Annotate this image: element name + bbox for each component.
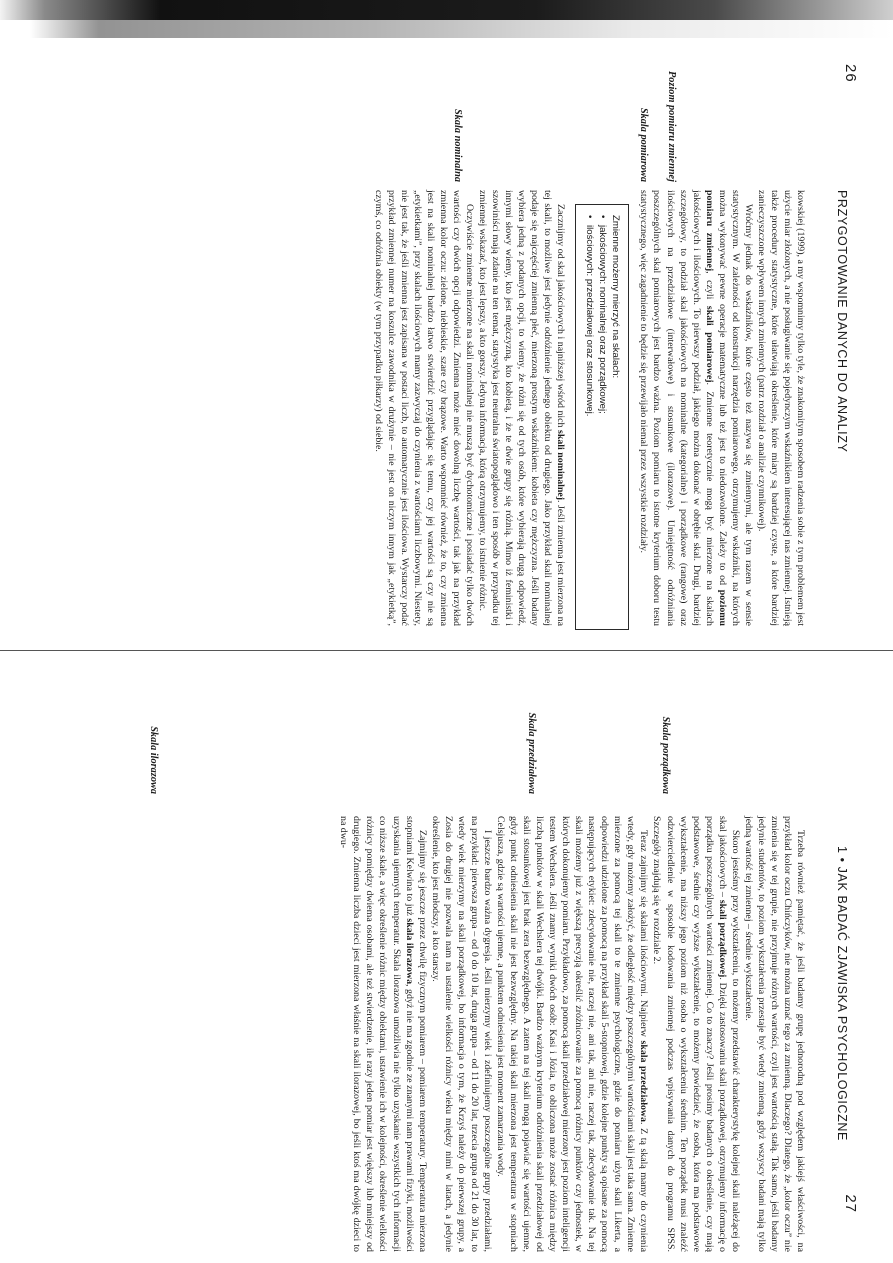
text-run: Zajmijmy się jeszcze przez chwilę fizycznym pomiarem – pomiarem temperatury. Temperatura mierzona stopniami Kelwina to już bbox=[403, 816, 428, 1252]
text-run: Teraz zajmijmy się skalami ilościowymi. Najpierw bbox=[638, 830, 650, 1041]
text-run: Wróćmy jednak do wskaźników, które często też nazywa się zmiennymi, ale tym razem w sensie statystycznym. W zależności od konstrukcji narzędzia pomiarowego, otrzymujemy wskaźniki, na których można wykonywać pewne operacje matematyczne lub też jest to niedozwolone. Zależy to od bbox=[716, 190, 754, 626]
sidenote-poziom-pomiaru: Poziom pomiaru zmiennej bbox=[666, 71, 677, 182]
sidenote-skala-ilorazowa: Skala ilorazowa bbox=[148, 726, 159, 794]
bold-term: skala przedziałowa bbox=[638, 1040, 650, 1122]
body-text bbox=[372, 190, 807, 626]
sidenote-skala-porzadkowa: Skala porządkowa bbox=[660, 716, 671, 794]
paragraph bbox=[494, 816, 651, 1252]
summary-box bbox=[575, 204, 629, 630]
paragraph bbox=[476, 190, 567, 626]
paragraph bbox=[755, 190, 807, 626]
text-run: Trzeba również pamiętać, że jeśli badamy grupę jednorodną pod względem jakiejś właściwości, na przykład kolor oczu Chińczyków, nie można uznać tego za zmienną. Dlaczego? Dlatego, że „kolor oczu” nie zmienia się w tej grupie, nie przyjmuje różnych wartości, czyli jest wartością stałą. Tak samo, jeśli badamy jedynie studentów, to poziom wykształcenia przestaje być wtedy zmienną, gdyż wszyscy badani mają tylko jedną wartość tej zmiennej – średnie wykształcenie. bbox=[742, 816, 806, 1252]
text-run: , gdyż nie ma zgodnie ze znanymi nam prawami fizyki, możliwości uzyskania ujemnych temperatur. Skala ilorazowa umożliwia nie tylko uzyskanie wszystkich tych informacji co niższe skale, a więc określenie różnic między obiektami, ustawienie ich w kolejności, określenie wielkości różnicy pomiędzy dwiema osobami, ale też stwierdzenie, ile razy jeden pomiar jest większy lub mniejszy od drugiego. Zmienna liczba dzieci jest mierzona właśnie na skali ilorazowej, bo jeśli ktoś ma dwójkę dzieci to na dwu- bbox=[338, 816, 415, 1252]
bold-term: poziomu pomiaru zmiennej bbox=[703, 190, 728, 626]
page-26 bbox=[0, 0, 893, 626]
paragraph bbox=[372, 190, 476, 626]
bold-term: skali porządkowej bbox=[716, 899, 728, 978]
paragraph-group bbox=[337, 816, 807, 1252]
paragraph bbox=[742, 816, 807, 1252]
page-number: 26 bbox=[842, 64, 859, 83]
bold-term: skali nominalnej bbox=[555, 430, 567, 501]
paragraph bbox=[429, 816, 494, 1252]
paragraph-group bbox=[637, 190, 807, 626]
text-run: Skoro jesteśmy przy wykształceniu, to możemy przedstawić charakterystykę kolejnej skali należącej do skal jakościowych – bbox=[716, 816, 741, 1252]
text-run: , czyli bbox=[703, 271, 715, 306]
text-run: . Dzięki zastosowaniu skali porządkowej, otrzymujemy informację o porządku poszczególnych wartości zmiennej. Co to znaczy? Jeśli prosimy badanych o określenie, czy mają podstawowe, średnie czy wyższe wykształcenie, to możemy powiedzieć, że osoba, która ma podstawowe wykształcenie, ma niższy jego poziom niż osoba o wykształceniu średnim. Ten porządek musi znaleźć odzwierciedlenie w sposobie kodowania zmiennej podczas wpisywania danych do programu SPSS. Szczegóły znajdują się w rozdziale 2. bbox=[651, 816, 728, 1252]
sidenote-skala-pomiarowa: Skala pomiarowa bbox=[638, 107, 649, 182]
text-run: . Jeśli zmienna jest mierzona na tej skali, to możliwe jest jedynie odróżnienie jednego obiektu od drugiego. Jako przykład skali nominalnej podaje się najczęściej zmienną płeć, mierzoną prostym wskaźnikiem: kobieta czy mężczyzna. Jeśli badany wybiera jedną z podanych opcji, to wiemy, że różni się od tych osób, które wybierają drugą odpowiedź, innymi słowy wiemy, kto jest mężczyzną, kto kobietą, i że te dwie grupy się różnią. Mimo iż feministki i szowiniści mają zdanie na ten temat, statystyka jest neutralna światopoglądowo i ten sposób w przypadku tej zmiennej wskazać, kto jest lepszy, a kto gorszy. Jedyna informacja, którą otrzymujemy, to istnienie różnic. bbox=[477, 190, 567, 626]
page-number: 27 bbox=[842, 1194, 859, 1213]
box-item: • ilościowych: przedziałowej oraz stosunkowej. bbox=[583, 215, 596, 619]
sidenote-skala-nominalna: Skala nominalna bbox=[452, 109, 463, 182]
running-header: PRZYGOTOWANIE DANYCH DO ANALIZY bbox=[835, 190, 849, 453]
text-run: . Z tą skalą mamy do czynienia wtedy, gdy możemy założyć, że odległość między poszczególnymi wartościami skali jest taka sama. Zmienne mierzone za pomocą tej skali to te zmienne psychologiczne, gdzie do pomiaru użyto skali Likerta, a odpowiedzi udzielone za pomocą na przykład skali 5-stopniowej, gdzie kolejne punkty są opisane za pomocą następujących etykiet: zdecydowanie nie, raczej nie, ani tak, ani nie, raczej tak, zdecydowanie tak. Na tej skali możemy już z większą precyzją określić zróżnicowanie za pomocą różnicy punktów czy jednostek, w których dokonujemy pomiaru. Przykładowo, za pomocą skali przedziałowej mierzony jest poziom inteligencji testem Wechslera. Jeśli znamy wyniki dwóch osób: Kasi i Józia, to obliczona może zostać różnica między liczbą punktów w skali Wechslera tej dwójki. Bardzo ważnym kryterium odróżnienia skali przedziałowej od skali stosunkowej jest brak zera bezwzględnego. A zatem na tej skali mogą pojawiać się wartości ujemne, gdyż punkt odniesienia skali nie jest bezwzględny. Na takiej skali mierzona jest temperatura w stopniach Celsjusza, gdzie są wartości ujemne, a punktem odniesienia jest moment zamarzania wody. bbox=[494, 816, 650, 1252]
text-run: Oczywiście zmienne mierzone na skali nominalnej nie muszą być dychotomiczne i posiadać tylko dwóch wartości czy dwóch opcji odpowiedzi. Zmienna może mieć dowolną liczbę wartości, tak jak na przykład zmienna kolor oczu: zielone, niebieskie, szare czy brązowe. Warto wspomnieć również, że to, czy zmienna jest na skali nominalnej bardzo łatwo stwierdzić przyglądając się temu, czy jej wartości są czy nie są „etykietkami”, przy skalach ilościowych mamy zazwyczaj do czynienia z wartościami liczbowymi. Niestety, nie jest tak, że jeśli zmienna jest zapisana w postaci liczb, to automatycznie jest ilościowa. Wystarczy podać przykład zmiennej numer na koszulce zawodnika w drużynie – nie jest on niczym innym jak „etykietką”, czymś, co odróżnia obiekty (w tym przypadku piłkarzy) od siebie. bbox=[372, 190, 476, 626]
box-item: • jakościowych: nominalnej oraz porządkowej; bbox=[596, 215, 609, 619]
sidenote-skala-przedzialowa: Skala przedziałowa bbox=[526, 712, 537, 794]
page-27 bbox=[0, 650, 893, 1263]
text-run: kowskiej (1999), a my wspomnimy tylko tyle, że znakomitym sposobem radzenia sobie z tym problemem jest użycie miar złożonych, a nie posługiwanie się pojedynczym wskaźnikiem interesującej nas zmiennej. Istnieją także procedury statystyczne, które ułatwiają określenie, które miary są bardziej czyste, a które bardziej zanieczyszczone wpływem innych zmiennych (patrz rozdział o analizie czynnikowej). bbox=[755, 190, 806, 626]
box-title: Zmienne możemy mierzyć na skalach: bbox=[610, 215, 622, 379]
running-header: 1 • JAK BADAĆ ZJAWISKA PSYCHOLOGICZNE bbox=[835, 846, 849, 1141]
paragraph-group bbox=[372, 190, 568, 626]
bold-term: skala ilorazowa bbox=[403, 918, 415, 985]
paragraph bbox=[637, 190, 754, 626]
bold-term: skali pomiarowej bbox=[703, 305, 715, 383]
text-run: Zacznijmy od skal jakościowych i najniższej wśród nich bbox=[555, 204, 567, 430]
text-run: I jeszcze bardzo ważna dygresja. Jeśli mierzymy wiek i zdefiniujemy poszczególne grupy przedziałami, na przykład: pierwsza grupa – od 0 do 10 lat, druga grupa – od 11 do 20 lat, trzecia grupa od 21 do 30 lat, to wtedy wiek mierzymy na skali porządkowej, bo informacja o tym, że Krzyś należy do pierwszej grupy, a Zosia do drugiej nie pozwala nam na ustalenie wielkości różnicy wieku między nimi w latach, a jedynie określenie, kto jest młodszy, a kto starszy. bbox=[429, 816, 493, 1252]
body-text bbox=[337, 816, 807, 1252]
paragraph bbox=[650, 816, 741, 1252]
paragraph bbox=[337, 816, 428, 1252]
text-run: . Zmienne teoretycznie mogą być mierzone na skalach jakościowych i ilościowych. To pierwszy podział, jakiego można dokonać w obrębie skal. Drugi, bardziej szczegółowy, to podział skal jakościowych na nominalne (kategorialne) i porządkowe (rangowe) oraz ilościowych na przedziałowe (interwałowe) i stosunkowe (ilorazowe). Umiejętność odróżniania poszczególnych skal pomiarowych jest bardzo ważna. Poziom pomiaru to istotne kryterium doboru testu statystycznego, więc zagadnienie to będzie się przewijało niemal przez wszystkie rozdziały. bbox=[638, 190, 715, 626]
